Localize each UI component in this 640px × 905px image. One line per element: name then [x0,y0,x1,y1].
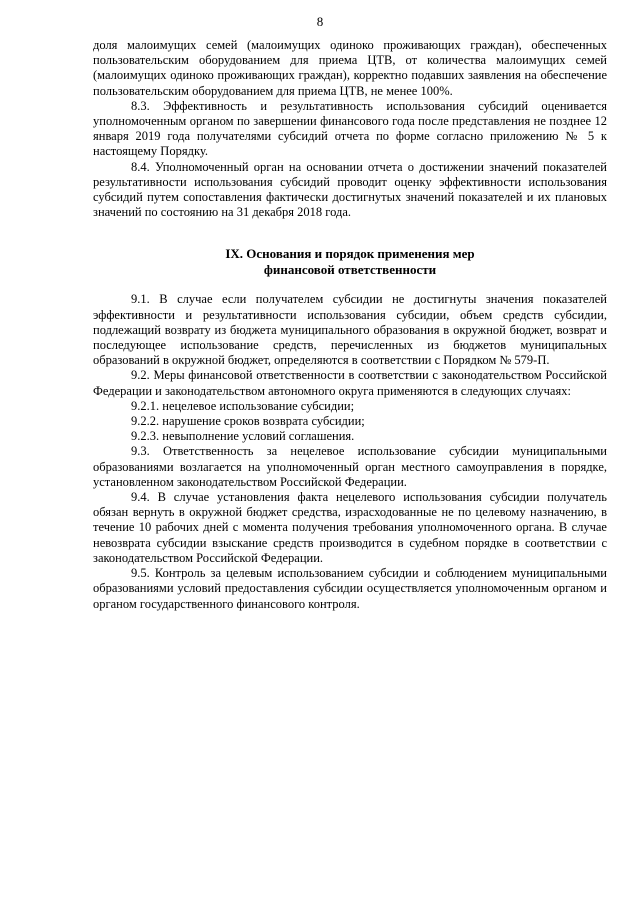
paragraph-9-5: 9.5. Контроль за целевым использованием субсидии и соблюдением муниципальными образованиями условий предоставления субсидии осуществляется уполномоченным органом и органом государственного финансового контроля. [93,566,607,611]
paragraph-9-2-3: 9.2.3. невыполнение условий соглашения. [131,429,355,444]
section-heading-line-1: IX. Основания и порядок применения мер [225,246,475,262]
paragraph-9-1: 9.1. В случае если получателем субсидии не достигнуты значения показателей эффективности и результативности использования субсидии, объем средств субсидии, подлежащий возврату из бюджета муниципального образования в окружной бюджет, возврат и последующее использование средств, перечисленных из бюджетов муниципальных образований в окружной бюджет, определяются в соответствии с Порядком № 579-П. [93,292,607,368]
paragraph-continuation: доля малоимущих семей (малоимущих одиноко проживающих граждан), обеспеченных пользовательским оборудованием для приема ЦТВ, от количества малоимущих семей (малоимущих одиноко проживающих граждан), корректно подавших заявления на обеспечение пользовательским оборудованием для приема ЦТВ, не менее 100%. [93,38,607,98]
paragraph-9-2: 9.2. Меры финансовой ответственности в соответствии с законодательством Российской Федерации и законодательством автономного округа применяются в следующих случаях: [93,368,607,398]
page-number: 8 [316,14,324,29]
paragraph-8-4: 8.4. Уполномоченный орган на основании отчета о достижении значений показателей результативности использования субсидий проводит оценку эффективности использования субсидий путем сопоставления фактически достигнутых значений показателей и их плановых значений по состоянию на 31 декабря 2018 года. [93,159,607,220]
paragraph-9-4: 9.4. В случае установления факта нецелевого использования субсидии получатель обязан вернуть в окружной бюджет средства, израсходованные не по целевому назначению, в течение 10 рабочих дней с момента получения требования уполномоченного органа. В случае невозврата субсидии взыскание средств производится в судебном порядке в соответствии с законодательством Российской Федерации. [93,490,607,565]
section-heading-line-2: финансовой ответственности [263,262,437,278]
paragraph-9-2-2: 9.2.2. нарушение сроков возврата субсидии; [131,414,365,429]
document-body [93,38,607,612]
paragraph-9-3: 9.3. Ответственность за нецелевое использование субсидии муниципальными образованиями возлагается на уполномоченный орган местного самоуправления в порядке, установленном законодательством Российской Федерации. [93,444,607,489]
paragraph-9-2-1: 9.2.1. нецелевое использование субсидии; [131,398,355,413]
section-heading [93,246,607,278]
paragraph-8-3: 8.3. Эффективность и результативность использования субсидий оценивается уполномоченным органом по завершении финансового года после представления не позднее 12 января 2019 года получателями субсидий отчета по форме согласно приложению № 5 к настоящему Порядку. [93,98,607,159]
